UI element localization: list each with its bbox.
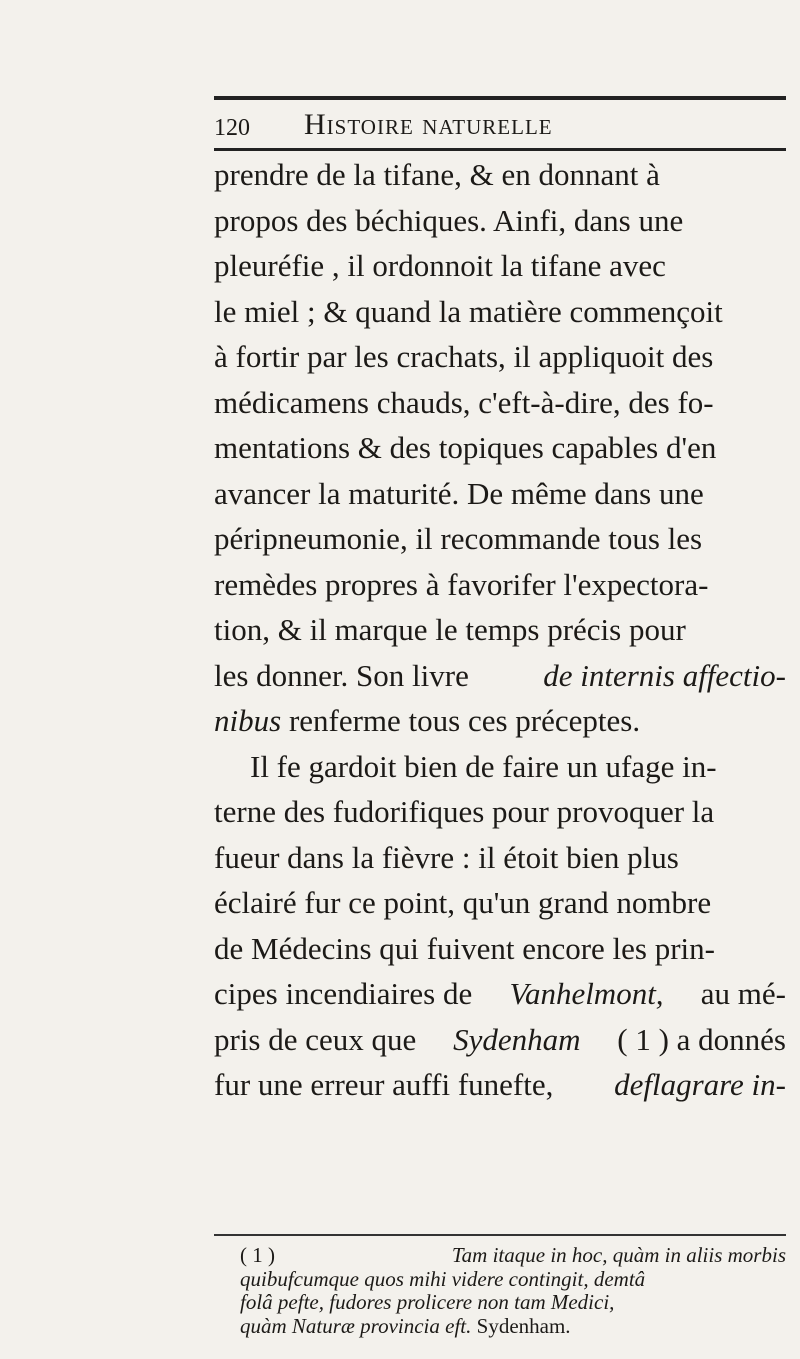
footnote (240, 1244, 786, 1338)
header-rule (214, 148, 786, 151)
page-header (214, 102, 786, 142)
text-line: médicamens chauds, c'eft-à-dire, des fo- (214, 384, 714, 420)
footnote-attribution: Sydenham. (476, 1313, 571, 1338)
text-line: fueur dans la fièvre : il étoit bien plus (214, 839, 679, 875)
text-line: mentations & des topiques capables d'en (214, 430, 717, 465)
footnote-line: ( 1 ) Tam itaque in hoc, quàm in aliis morbis (240, 1243, 786, 1267)
text-line: les donner. Son livre de internis affectio- (214, 653, 786, 699)
text-line: tion, & il marque le temps précis pour (214, 612, 686, 647)
top-rule (214, 96, 786, 100)
book-title-italic: de internis affectio- (543, 657, 786, 693)
text-line: cipes incendiaires de Vanhelmont, au mé- (214, 971, 786, 1017)
text-line: avancer la maturité. De même dans une (214, 475, 704, 511)
text-line: péripneumonie, il recommande tous les (214, 521, 703, 556)
text-line: terne des fudorifiques pour provoquer la (214, 794, 715, 829)
text-line: pleuréfie , il ordonnoit la tifane avec (214, 248, 666, 283)
paragraph-start: Il fe gardoit bien de faire un ufage in- (250, 748, 717, 784)
text-line: prendre de la tifane, & en donnant à (214, 157, 660, 192)
text-line: nibus renferme tous ces préceptes. (214, 698, 786, 744)
page-number: 120 (214, 115, 250, 141)
footnote-line: quibufcumque quos mihi videre contingit, demtâ (240, 1266, 646, 1291)
text-line: de Médecins qui fuivent encore les prin- (214, 930, 715, 966)
latin-italic: deflagrare in- (614, 1067, 786, 1102)
text-line: le miel ; & quand la matière commençoit (214, 293, 723, 329)
text-line: propos des béchiques. Ainfi, dans une (214, 202, 684, 238)
footnote-marker: ( 1 ) (240, 1243, 275, 1267)
text-line: pris de ceux que Sydenham ( 1 ) a donnés (214, 1017, 786, 1063)
footnote-rule (214, 1234, 786, 1236)
book-title-italic: nibus (214, 703, 282, 738)
author-name-italic: Sydenham (453, 1021, 581, 1057)
footnote-line: folâ pefte, fudores prolicere non tam Medici, (240, 1290, 615, 1314)
author-name-italic: Vanhelmont, (509, 976, 664, 1011)
text-line: éclairé fur ce point, qu'un grand nombre (214, 885, 712, 920)
text-line: fur une erreur auffi funefte, deflagrare in- (214, 1062, 786, 1108)
text-line: à fortir par les crachats, il appliquoit des (214, 339, 714, 374)
footnote-line: quàm Naturæ provincia eft. Sydenham. (240, 1313, 571, 1338)
body-text (214, 152, 786, 1108)
text-line: remèdes propres à favorifer l'expectora- (214, 566, 709, 602)
running-head: Histoire naturelle (304, 108, 553, 141)
